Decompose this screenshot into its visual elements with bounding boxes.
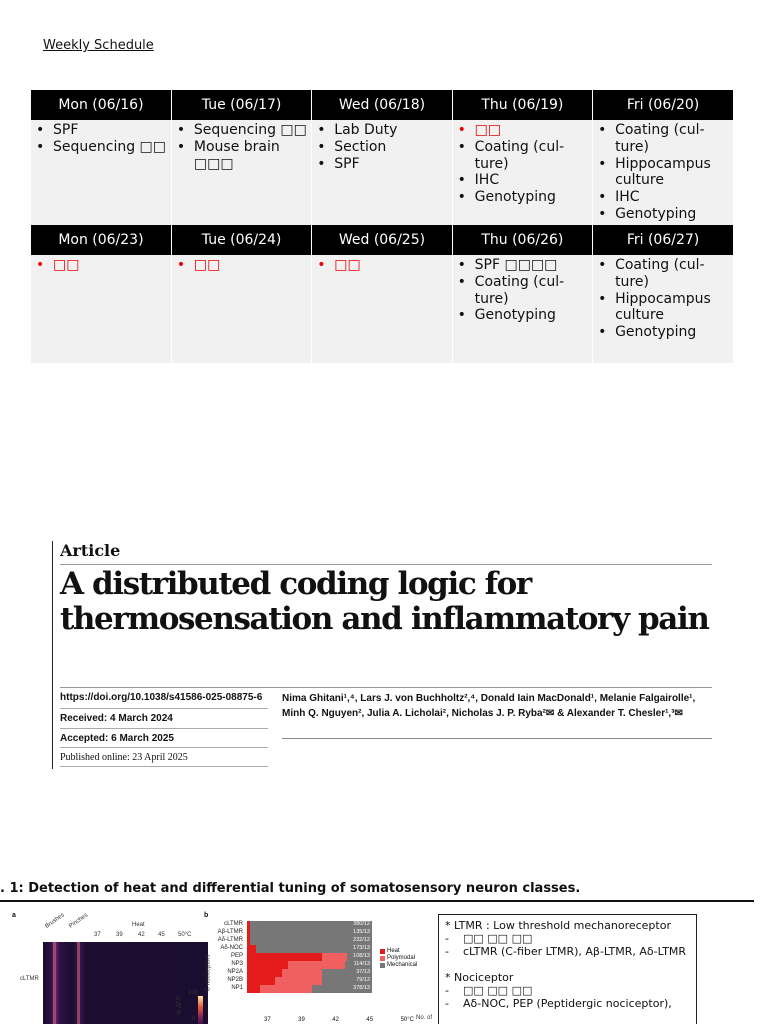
bar-label: cLTMR (224, 921, 243, 927)
schedule-task-row (31, 120, 733, 229)
task-list (457, 257, 588, 324)
bar-label: NP2A (227, 968, 243, 975)
panel-label: b (204, 912, 209, 919)
day-header: Thu (06/26) (452, 225, 592, 255)
bar-row (227, 968, 372, 977)
day-cell (312, 120, 452, 229)
day-cell (312, 255, 452, 363)
task-item: • Coating (cul-ture) (597, 257, 729, 291)
schedule-title: Weekly Schedule (43, 38, 154, 53)
bar-row (231, 984, 372, 993)
task-list (316, 257, 447, 274)
bar-segment-polymodal (275, 977, 323, 985)
legend-swatch (380, 963, 385, 968)
day-cell (593, 255, 733, 363)
task-list (35, 257, 167, 274)
task-list (597, 122, 729, 223)
bar-segment-heat (247, 969, 282, 977)
bar-segment-heat (247, 961, 288, 969)
task-item: • Coating (cul-ture) (457, 274, 588, 308)
article-header-image (52, 541, 714, 769)
task-list (316, 122, 447, 172)
note-item: - cLTMR (C-fiber LTMR), Aβ-LTMR, Aδ-LTMR (445, 945, 690, 958)
day-header: Fri (06/27) (593, 225, 733, 255)
bar-count: 108/13 (353, 952, 370, 959)
divider (60, 708, 268, 709)
bar-label: Aδ-NOC (220, 944, 243, 951)
article-title-line: A distributed coding logic for (60, 566, 531, 602)
legend-item (380, 948, 417, 955)
count-label: No. of (416, 1015, 433, 1021)
bar-label: NP1 (231, 984, 243, 991)
temp-tick: 42 (138, 932, 145, 938)
task-item: • □□ (457, 122, 588, 139)
day-header: Tue (06/17) (171, 90, 311, 120)
task-item: • SPF (316, 156, 447, 173)
bar-count: 173/13 (353, 944, 370, 951)
day-header: Mon (06/16) (31, 90, 171, 120)
task-item: • IHC (597, 189, 729, 206)
article-doi[interactable]: https://doi.org/10.1038/s41586-025-08875-6 (60, 692, 263, 703)
task-item: • □□ (35, 257, 167, 274)
task-item: • Genotyping (457, 189, 588, 206)
spacer (445, 958, 690, 971)
day-cell (171, 255, 311, 363)
legend-label: Polymodal (387, 955, 416, 961)
bar-row (227, 976, 372, 985)
day-cell (593, 120, 733, 229)
temp-tick: 50°C (178, 932, 192, 938)
schedule-header-row (31, 225, 733, 255)
task-item: • Genotyping (597, 206, 729, 223)
bar-segment-polymodal (260, 985, 313, 993)
article-published: Published online: 23 April 2025 (60, 752, 188, 763)
temp-tick: 42 (332, 1017, 339, 1023)
legend-label: Mechanical (387, 962, 418, 968)
day-cell (31, 120, 171, 229)
schedule-table-week2 (31, 225, 733, 363)
task-item: • Hippocampus culture (597, 291, 729, 325)
task-item: • Coating (cul-ture) (457, 139, 588, 173)
temp-tick: 45 (158, 932, 165, 938)
task-item: • □□ (316, 257, 447, 274)
task-list (35, 122, 167, 156)
bar-count: 380/12 (353, 921, 370, 927)
note-heading: * LTMR : Low threshold mechanoreceptor (445, 919, 671, 932)
bar-label: Aβ-LTMR (217, 928, 243, 935)
day-cell (452, 255, 592, 363)
bar-segment-heat (247, 945, 256, 953)
bar-segment-heat (247, 937, 250, 945)
task-list (176, 122, 307, 172)
task-item: • IHC (457, 172, 588, 189)
bar-segment-polymodal (322, 953, 347, 961)
bar-segment-heat (247, 977, 275, 985)
day-header: Thu (06/19) (452, 90, 592, 120)
article-title-line: thermosensation and inflammatory pain (60, 601, 709, 637)
figure-panel-a (10, 910, 200, 1024)
day-cell (452, 120, 592, 229)
colorbar-min: 0 (192, 1016, 196, 1022)
note-item: - □□ □□ □□ (445, 932, 690, 945)
legend-swatch (380, 949, 385, 954)
day-header: Wed (06/18) (312, 90, 452, 120)
bar-row (231, 960, 372, 969)
temp-tick: 37 (264, 1017, 271, 1023)
bar-segment-heat (247, 929, 250, 937)
panel-label: a (12, 912, 16, 919)
note-item: - Aδ-NOC, PEP (Peptidergic nociceptor), (445, 997, 690, 1010)
task-list (176, 257, 307, 274)
article-received: Received: 4 March 2024 (60, 713, 173, 724)
task-item: • Coating (cul-ture) (597, 122, 729, 156)
bar-label: NP2B (227, 976, 243, 983)
schedule-header-row (31, 90, 733, 120)
bar-count: 79/12 (356, 976, 370, 983)
bar-row (220, 944, 372, 953)
divider (282, 738, 712, 739)
authors-line: Nima Ghitani¹,⁴, Lars J. von Buchholtz²,⁴, Donald Iain MacDonald¹, Melanie Falgairolle¹, (282, 693, 696, 704)
bar-label: NP3 (231, 960, 243, 967)
note-heading: * Nociceptor (445, 971, 514, 984)
legend-item (380, 955, 417, 962)
task-item: • Mouse brain □□□ (176, 139, 307, 173)
bar-segment-heat (247, 985, 260, 993)
article-title (60, 567, 708, 637)
divider (60, 564, 712, 565)
note-item: - □□ □□ □□ (445, 984, 690, 997)
stimulus-label: Brushes (44, 912, 66, 930)
task-item: • SPF □□□□ (457, 257, 588, 274)
task-item: • Genotyping (457, 307, 588, 324)
schedule-task-row (31, 255, 733, 363)
temp-axis (264, 1017, 414, 1023)
bar-row (230, 952, 372, 961)
divider (60, 687, 712, 688)
bar-segment-heat (247, 921, 250, 929)
legend-swatch (380, 956, 385, 961)
bar-count: 378/13 (353, 984, 370, 991)
temp-tick: 39 (298, 1017, 305, 1023)
task-item: • Sequencing □□ (176, 122, 307, 139)
task-item: • Section (316, 139, 447, 156)
bar-count: 37/13 (356, 968, 370, 975)
temp-tick: 45 (366, 1017, 374, 1023)
day-cell (171, 120, 311, 229)
divider (60, 747, 268, 748)
row-label: cLTMR (20, 976, 39, 982)
figure-caption: . 1: Detection of heat and differential tuning of somatosensory neuron classes. (0, 881, 581, 896)
bar-count: 232/12 (353, 936, 370, 943)
day-cell (31, 255, 171, 363)
temp-tick: 50°C (400, 1017, 414, 1023)
task-item: • Genotyping (597, 324, 729, 341)
chart-legend (380, 948, 417, 969)
bar-segment-polymodal (282, 969, 322, 977)
side-label: C-nociceptors (205, 954, 212, 992)
temp-tick: 39 (116, 932, 123, 938)
bar-segment-polymodal (288, 961, 344, 969)
calcium-heatmap (43, 942, 208, 1024)
notes-box (438, 914, 697, 1024)
bar-count: 114/13 (353, 960, 370, 967)
response-stripe (77, 942, 80, 1024)
article-accepted: Accepted: 6 March 2025 (60, 733, 174, 744)
divider (60, 766, 268, 767)
day-header: Fri (06/20) (593, 90, 733, 120)
bar-label: Aδ-LTMR (217, 936, 243, 943)
stimulus-label: Pinches (68, 912, 90, 930)
legend-item (380, 962, 417, 969)
colorbar (198, 996, 203, 1024)
bar-segment-heat (247, 953, 322, 961)
heat-label: Heat (132, 922, 145, 928)
day-header: Wed (06/25) (312, 225, 452, 255)
day-header: Mon (06/23) (31, 225, 171, 255)
legend-label: Heat (387, 948, 400, 954)
figure-panel-b (204, 910, 434, 1024)
task-item: • SPF (35, 122, 167, 139)
panel-label: c (204, 1010, 208, 1017)
bar-count: 135/13 (353, 928, 370, 935)
colorbar-label: % ΔF/F (176, 995, 183, 1015)
bar-row (217, 928, 372, 937)
stacked-bar-chart (217, 921, 372, 993)
task-list (597, 257, 729, 341)
task-item: • Hippocampus culture (597, 156, 729, 190)
task-item: • Lab Duty (316, 122, 447, 139)
task-list (457, 122, 588, 206)
colorbar-max: 100 (188, 990, 199, 996)
bar-row (224, 921, 372, 929)
task-item: • Sequencing □□ (35, 139, 167, 156)
temp-tick: 37 (94, 932, 101, 938)
divider (0, 900, 754, 902)
authors-line: Minh Q. Nguyen², Julia A. Licholai², Nicholas J. P. Ryba²✉ & Alexander T. Chesler¹,³✉ (282, 708, 683, 719)
article-kind: Article (60, 541, 121, 560)
divider (60, 728, 268, 729)
response-stripe (53, 942, 56, 1024)
schedule-table-week1 (31, 90, 733, 229)
day-header: Tue (06/24) (171, 225, 311, 255)
bar-row (217, 936, 372, 945)
task-item: • □□ (176, 257, 307, 274)
article-authors (282, 691, 707, 721)
bar-label: PEP (230, 952, 243, 959)
